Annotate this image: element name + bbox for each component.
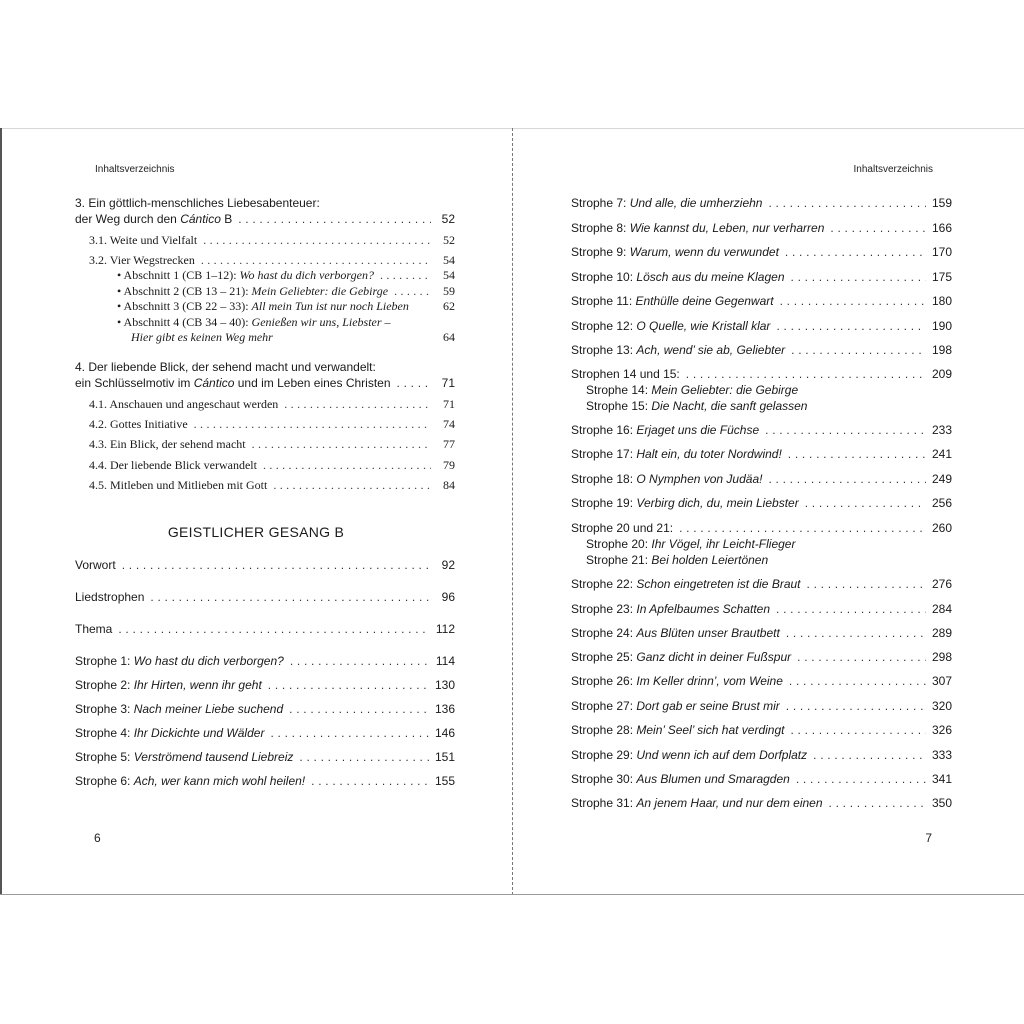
running-head-right: Inhaltsverzeichnis (853, 164, 933, 175)
toc-page-number: 112 (435, 622, 455, 636)
toc-entry[interactable]: Strophe 1: Wo hast du dich verborgen? . . . 114 (75, 654, 455, 668)
leader-dots (813, 748, 926, 762)
toc-entry[interactable]: Strophe 17: Halt ein, du toter Nordwind! . . . 241 (571, 447, 952, 461)
leader-dots (289, 702, 429, 716)
toc-entry[interactable]: Strophe 23: In Apfelbaumes Schatten . . . 284 (571, 602, 952, 616)
leader-dots (686, 367, 926, 381)
leader-dots (150, 590, 431, 604)
leader-dots (768, 196, 926, 210)
toc-entry[interactable] (89, 458, 455, 473)
leader-dots (780, 294, 926, 308)
page-number-left: 6 (94, 831, 101, 845)
left-page (0, 128, 512, 895)
toc-entry[interactable]: Strophe 7: Und alle, die umherziehn . . . 159 (571, 196, 952, 210)
toc-entry[interactable]: Strophe 6: Ach, wer kann mich wohl heilen! . . . 155 (75, 774, 455, 788)
toc-page-number: 151 (434, 750, 455, 764)
toc-sec4-line1: 4. Der liebende Blick, der sehend macht und verwandelt: (75, 360, 376, 374)
toc-entry[interactable]: Strophe 29: Und wenn ich auf dem Dorfplatz . . . 333 (571, 748, 952, 762)
leader-dots (829, 796, 926, 810)
toc-entry-label: Thema (75, 622, 113, 636)
toc-entry[interactable]: Strophe 26: Im Keller drinn’, vom Weine . . . 307 (571, 674, 952, 688)
leader-dots (786, 699, 926, 713)
toc-entry[interactable]: ein Schlüsselmotiv im Cántico und im Leben eines Christen . . . 71 (75, 376, 455, 390)
leader-dots (788, 447, 926, 461)
toc-entry-label: Strophe 20 und 21: (571, 521, 674, 535)
toc-page-number: 71 (443, 397, 455, 411)
toc-page-number: 159 (931, 196, 952, 210)
toc-page-number: 307 (931, 674, 952, 688)
leader-dots (118, 622, 430, 636)
leader-dots (776, 319, 926, 333)
leader-dots (311, 774, 429, 788)
leader-dots (268, 678, 429, 692)
toc-entry[interactable]: Strophe 5: Verströmend tausend Liebreiz . . . 151 (75, 750, 455, 764)
running-head-left: Inhaltsverzeichnis (95, 164, 175, 175)
toc-page-number: 84 (443, 478, 455, 492)
toc-page-number: 350 (931, 796, 952, 810)
toc-entry[interactable]: Strophe 30: Aus Blumen und Smaragden . . . 341 (571, 772, 952, 786)
toc-entry[interactable] (89, 397, 455, 412)
leader-dots (397, 376, 432, 390)
toc-entry[interactable]: Strophe 16: Erjaget uns die Füchse . . . 233 (571, 423, 952, 437)
toc-page-number: 136 (434, 702, 455, 716)
toc-entry[interactable]: Strophe 12: O Quelle, wie Kristall klar . . . 190 (571, 319, 952, 333)
leader-dots (263, 458, 431, 473)
toc-page-number: 326 (931, 723, 952, 737)
leader-dots (791, 270, 926, 284)
toc-entry[interactable]: Strophe 9: Warum, wenn du verwundet . . . 170 (571, 245, 952, 259)
leader-dots (791, 343, 926, 357)
toc-page-number: 249 (931, 472, 952, 486)
toc-page-number: 341 (931, 772, 952, 786)
leader-dots (252, 437, 431, 452)
toc-entry[interactable]: Strophe 3: Nach meiner Liebe suchend . . . 136 (75, 702, 455, 716)
toc-page-number: 52 (443, 233, 455, 247)
leader-dots (789, 674, 926, 688)
toc-entry-label: 4.4. Der liebende Blick verwandelt (89, 458, 257, 472)
leader-dots (796, 772, 926, 786)
toc-page-number: 79 (443, 458, 455, 472)
toc-entry[interactable] (89, 253, 455, 268)
toc-entry[interactable]: Strophe 10: Lösch aus du meine Klagen . . . 175 (571, 270, 952, 284)
section-heading: GEISTLICHER GESANG B (167, 524, 345, 540)
toc-page-number: 320 (931, 699, 952, 713)
toc-entry-label: 3.2. Vier Wegstrecken (89, 253, 195, 267)
toc-entry[interactable]: Strophe 19: Verbirg dich, du, mein Liebster . . . 256 (571, 496, 952, 510)
toc-entry[interactable] (89, 478, 455, 493)
toc-page-number: 289 (931, 626, 952, 640)
toc-entry[interactable]: Strophe 18: O Nymphen von Judäa! . . . 249 (571, 472, 952, 486)
toc-entry[interactable]: Strophe 13: Ach, wend’ sie ab, Geliebter . . . 198 (571, 343, 952, 357)
toc-entry[interactable] (571, 367, 952, 381)
toc-entry[interactable]: • Abschnitt 1 (CB 1–12): Wo hast du dich verborgen? . . . 54 (117, 268, 455, 283)
toc-entry[interactable]: Strophe 27: Dort gab er seine Brust mir . . . 320 (571, 699, 952, 713)
toc-entry[interactable]: Strophe 25: Ganz dicht in deiner Fußspur . . . 298 (571, 650, 952, 664)
toc-subentry[interactable]: Strophe 14: Mein Geliebter: die Gebirge (586, 383, 799, 397)
toc-page-number: 256 (931, 496, 952, 510)
toc-entry-label: • Abschnitt 4 (CB 34 – 40): Genießen wir uns, Liebster – (117, 315, 391, 329)
right-page (513, 128, 1024, 895)
leader-dots (299, 750, 429, 764)
toc-entry-label: 4.5. Mitleben und Mitlieben mit Gott (89, 478, 268, 492)
leader-dots (679, 521, 926, 535)
toc-page-number: 180 (931, 294, 952, 308)
toc-page-number: 146 (434, 726, 455, 740)
toc-entry[interactable]: Strophe 31: An jenem Haar, und nur dem einen . . . 350 (571, 796, 952, 810)
toc-page-number: 166 (931, 221, 952, 235)
toc-page-number: 190 (931, 319, 952, 333)
toc-page-number: 54 (443, 253, 455, 267)
toc-entry[interactable] (75, 622, 455, 636)
toc-page-number: 62 (443, 299, 455, 313)
toc-page-number: 233 (931, 423, 952, 437)
toc-page-number: 130 (434, 678, 455, 692)
toc-entry[interactable]: Strophe 2: Ihr Hirten, wenn ihr geht . . . 130 (75, 678, 455, 692)
toc-page-number: 54 (443, 268, 455, 282)
toc-page-number: 64 (443, 330, 455, 344)
leader-dots (790, 723, 925, 737)
toc-page-number: 260 (931, 521, 952, 535)
toc-page-number: 71 (441, 376, 455, 390)
toc-page-number: 284 (931, 602, 952, 616)
toc-entry[interactable]: Strophe 4: Ihr Dickichte und Wälder . . . 146 (75, 726, 455, 740)
toc-page-number: 241 (931, 447, 952, 461)
leader-dots (807, 577, 926, 591)
toc-page-number: 298 (931, 650, 952, 664)
toc-page-number: 155 (434, 774, 455, 788)
toc-page-number: 92 (441, 558, 455, 572)
toc-entry[interactable]: Strophe 28: Mein’ Seel’ sich hat verdingt . . . 326 (571, 723, 952, 737)
leader-dots (284, 397, 431, 412)
leader-dots (797, 650, 926, 664)
toc-subentry[interactable]: Strophe 20: Ihr Vögel, ihr Leicht-Flieger (586, 537, 796, 551)
toc-entry[interactable]: Hier gibt es keinen Weg mehr 64 (131, 330, 455, 344)
toc-sec3-line1: 3. Ein göttlich-menschliches Liebesabenteuer: (75, 196, 320, 210)
leader-dots (394, 284, 431, 299)
leader-dots (380, 268, 431, 283)
toc-page-number: 209 (931, 367, 952, 381)
toc-entry[interactable]: Strophe 24: Aus Blüten unser Brautbett . . . 289 (571, 626, 952, 640)
leader-dots (786, 626, 926, 640)
leader-dots (290, 654, 430, 668)
leader-dots (270, 726, 429, 740)
toc-entry-label: Vorwort (75, 558, 116, 572)
toc-entry[interactable]: • Abschnitt 2 (CB 13 – 21): Mein Geliebter: die Gebirge . . . 59 (117, 284, 455, 299)
toc-entry-label: Strophen 14 und 15: (571, 367, 680, 381)
toc-entry[interactable]: Strophe 8: Wie kannst du, Leben, nur verharren . . . 166 (571, 221, 952, 235)
toc-page-number: 77 (443, 437, 455, 451)
leader-dots (805, 496, 926, 510)
toc-entry-label: Liedstrophen (75, 590, 145, 604)
toc-page-number: 96 (441, 590, 455, 604)
toc-page-number: 333 (931, 748, 952, 762)
leader-dots (765, 423, 926, 437)
leader-dots (122, 558, 431, 572)
leader-dots (203, 233, 431, 248)
toc-entry-label: 4.3. Ein Blick, der sehend macht (89, 437, 246, 451)
toc-entry[interactable]: Strophe 22: Schon eingetreten ist die Braut . . . 276 (571, 577, 952, 591)
leader-dots (785, 245, 926, 259)
toc-page-number: 74 (443, 417, 455, 431)
toc-page-number: 114 (435, 654, 455, 668)
toc-page-number: 198 (931, 343, 952, 357)
toc-entry[interactable] (89, 417, 455, 432)
toc-page-number: 175 (931, 270, 952, 284)
toc-entry[interactable] (75, 558, 455, 572)
toc-entry[interactable] (89, 437, 455, 452)
leader-dots (830, 221, 926, 235)
toc-entry[interactable] (571, 521, 952, 535)
toc-entry-label: 3.1. Weite und Vielfalt (89, 233, 198, 247)
leader-dots (201, 253, 431, 268)
leader-dots (194, 417, 431, 432)
leader-dots (273, 478, 431, 493)
toc-page-number: 276 (931, 577, 952, 591)
toc-entry-label: 4.2. Gottes Initiative (89, 417, 188, 431)
toc-page-number: 52 (441, 212, 455, 226)
toc-entry[interactable] (89, 233, 455, 248)
toc-entry-label: 4.1. Anschauen und angeschaut werden (89, 397, 279, 411)
page-number-right: 7 (925, 831, 932, 845)
toc-entry[interactable]: • Abschnitt 3 (CB 22 – 33): All mein Tun ist nur noch Lieben 62 (117, 299, 455, 313)
toc-entry[interactable] (75, 590, 455, 604)
toc-subentry[interactable]: Strophe 21: Bei holden Leiertönen (586, 553, 769, 567)
toc-page-number: 59 (443, 284, 455, 298)
toc-entry[interactable]: der Weg durch den Cántico B . . . 52 (75, 212, 455, 226)
leader-dots (776, 602, 926, 616)
leader-dots (238, 212, 431, 226)
toc-subentry[interactable]: Strophe 15: Die Nacht, die sanft gelassen (586, 399, 808, 413)
toc-page-number: 170 (931, 245, 952, 259)
leader-dots (768, 472, 926, 486)
toc-entry[interactable]: Strophe 11: Enthülle deine Gegenwart . . . 180 (571, 294, 952, 308)
